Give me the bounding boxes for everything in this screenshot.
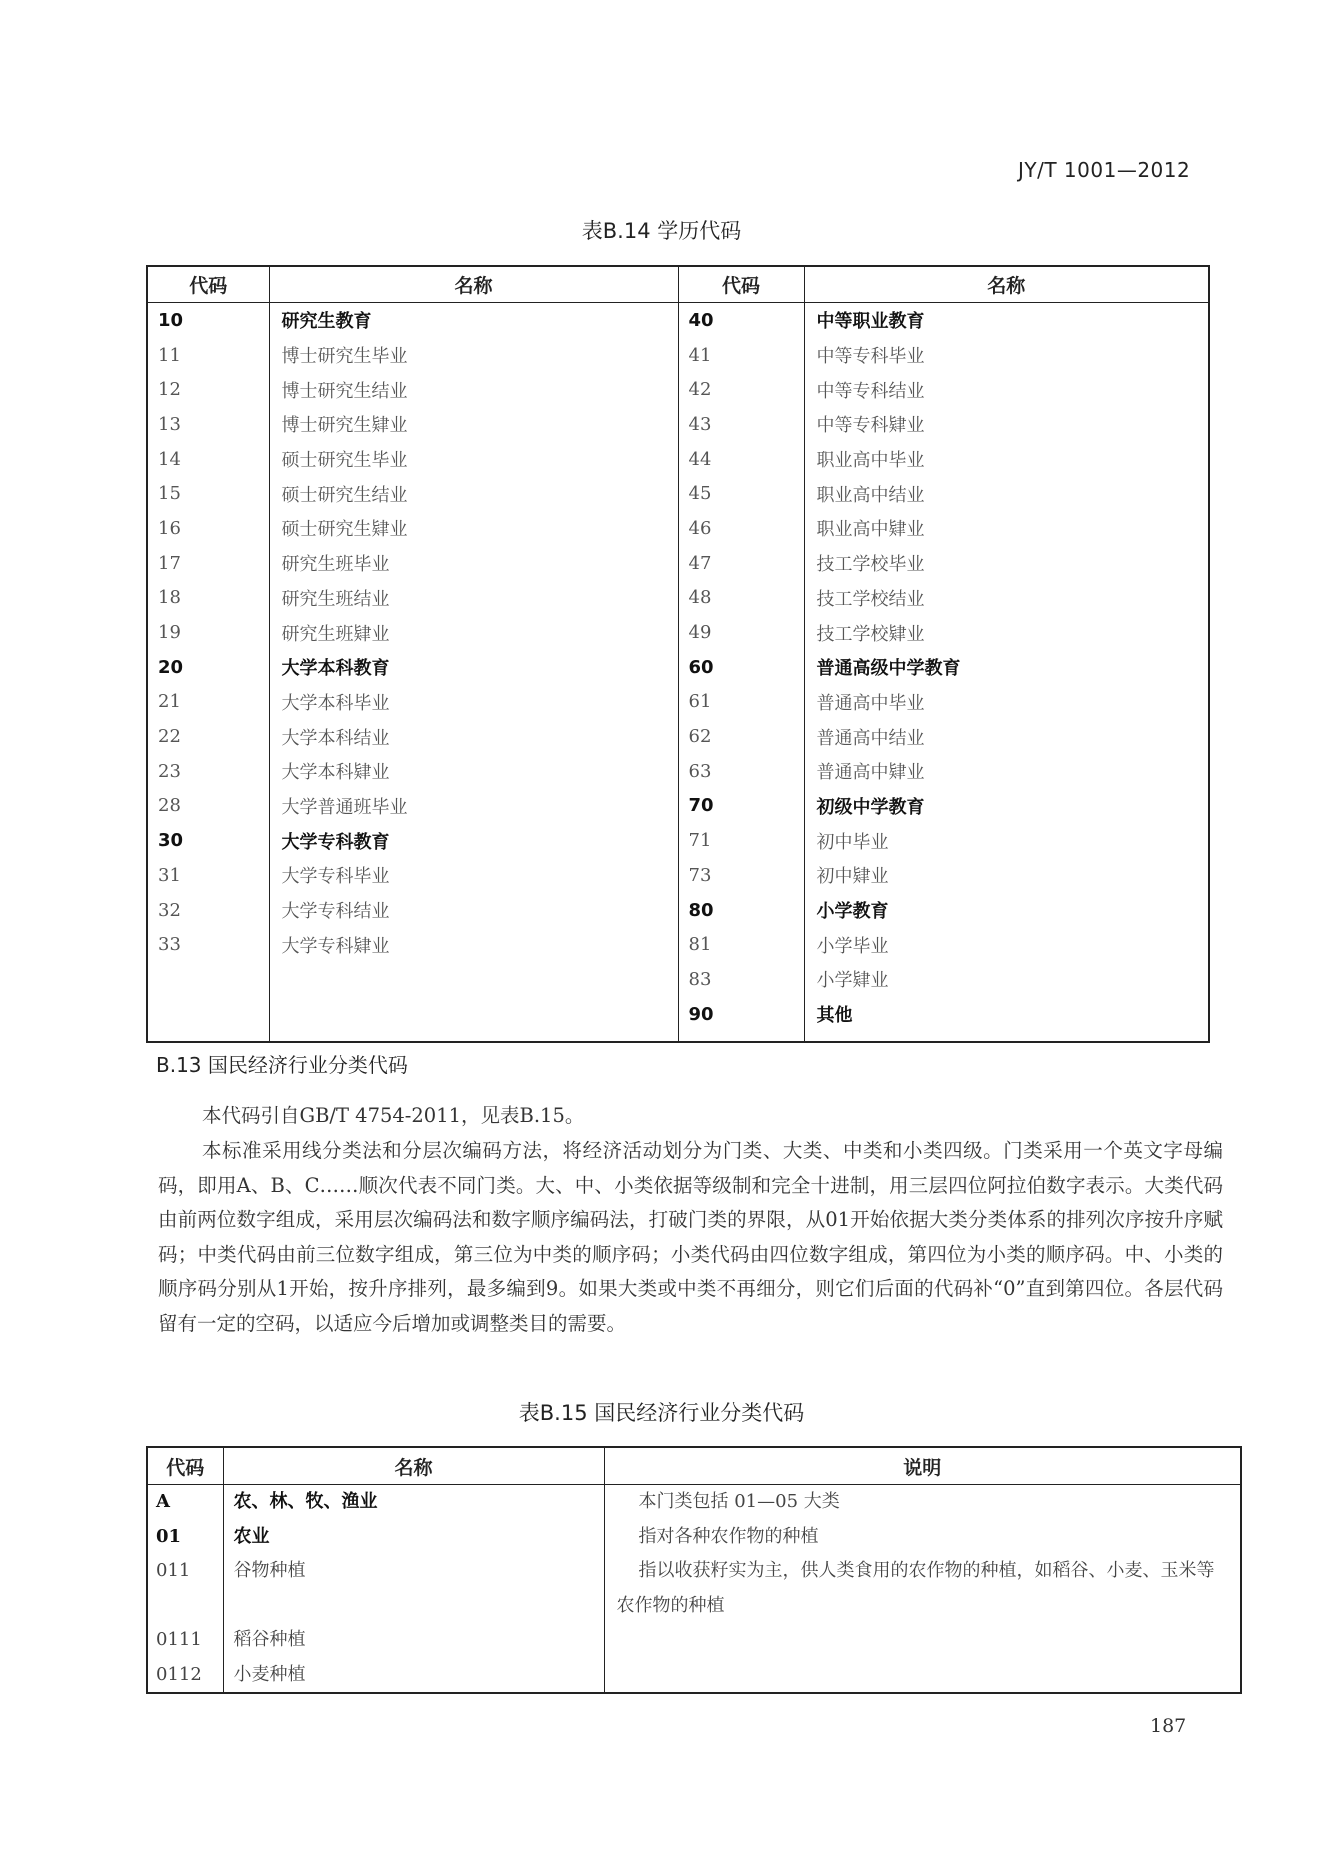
name-cell: 稻谷种植	[223, 1623, 604, 1658]
name-cell: 谷物种植	[223, 1554, 604, 1623]
code-cell-right: 62	[678, 719, 804, 754]
code-cell-right: 46	[678, 511, 804, 546]
code-cell-left: 18	[147, 581, 269, 616]
description-cell	[604, 1554, 1241, 1623]
name-cell-left: 硕士研究生结业	[269, 476, 678, 511]
code-cell-right: 49	[678, 615, 804, 650]
code-cell-left: 21	[147, 685, 269, 720]
description-cell	[604, 1623, 1241, 1658]
empty-cell	[147, 1031, 269, 1042]
column-header-name: 名称	[223, 1447, 604, 1485]
name-cell-left: 研究生班结业	[269, 581, 678, 616]
name-cell-left: 博士研究生肄业	[269, 407, 678, 442]
code-cell-left: 31	[147, 858, 269, 893]
table-row	[147, 407, 1209, 442]
code-cell-right: 70	[678, 789, 804, 824]
code-cell-right: 48	[678, 581, 804, 616]
code-cell-left: 17	[147, 546, 269, 581]
name-cell-right: 初级中学教育	[804, 789, 1209, 824]
description-text: 本门类包括 01—05 大类	[638, 1491, 840, 1512]
column-header-description: 说明	[604, 1447, 1241, 1485]
name-cell-left: 大学专科毕业	[269, 858, 678, 893]
name-cell-left: 博士研究生毕业	[269, 338, 678, 373]
code-cell-right: 42	[678, 372, 804, 407]
column-header-code-left: 代码	[147, 266, 269, 303]
code-cell: 0112	[147, 1658, 223, 1694]
name-cell-right: 初中肄业	[804, 858, 1209, 893]
page-number: 187	[1150, 1715, 1187, 1737]
column-header-name-right: 名称	[804, 266, 1209, 303]
code-cell-left: 12	[147, 372, 269, 407]
table-row	[147, 546, 1209, 581]
code-cell-right: 60	[678, 650, 804, 685]
name-cell-left: 研究生班毕业	[269, 546, 678, 581]
name-cell-left: 大学本科毕业	[269, 685, 678, 720]
code-cell-left: 20	[147, 650, 269, 685]
table-row	[147, 338, 1209, 373]
table-b14-body	[147, 303, 1209, 1043]
name-cell-left: 硕士研究生毕业	[269, 442, 678, 477]
section-heading-b13: B.13 国民经济行业分类代码	[156, 1053, 408, 1077]
name-cell-left: 硕士研究生肄业	[269, 511, 678, 546]
table-row	[147, 789, 1209, 824]
table-row	[147, 685, 1209, 720]
name-cell-right: 其他	[804, 997, 1209, 1032]
name-cell-left: 研究生班肄业	[269, 615, 678, 650]
name-cell-right: 普通高中毕业	[804, 685, 1209, 720]
table-row	[147, 650, 1209, 685]
code-cell: A	[147, 1485, 223, 1520]
code-cell-left: 30	[147, 823, 269, 858]
code-cell-left	[147, 997, 269, 1032]
code-cell: 011	[147, 1554, 223, 1623]
table-row	[147, 1623, 1241, 1658]
table-row	[147, 1554, 1241, 1623]
table-row	[147, 754, 1209, 789]
table-row	[147, 1520, 1241, 1555]
description-cell	[604, 1485, 1241, 1520]
table-row	[147, 511, 1209, 546]
column-header-name-left: 名称	[269, 266, 678, 303]
name-cell: 农业	[223, 1520, 604, 1555]
document-standard-id: JY/T 1001—2012	[1018, 158, 1191, 182]
name-cell-left: 大学本科教育	[269, 650, 678, 685]
description-cell	[604, 1520, 1241, 1555]
name-cell: 小麦种植	[223, 1658, 604, 1694]
name-cell-left: 大学专科教育	[269, 823, 678, 858]
name-cell-left: 大学本科肄业	[269, 754, 678, 789]
name-cell-left: 大学专科肄业	[269, 927, 678, 962]
code-cell-left: 22	[147, 719, 269, 754]
table-header-row	[147, 266, 1209, 303]
name-cell-right: 中等职业教育	[804, 303, 1209, 338]
table-row	[147, 1658, 1241, 1694]
name-cell-left	[269, 997, 678, 1032]
name-cell-right: 普通高中结业	[804, 719, 1209, 754]
table-row	[147, 927, 1209, 962]
name-cell-left: 大学本科结业	[269, 719, 678, 754]
empty-cell	[804, 1031, 1209, 1042]
name-cell-left: 研究生教育	[269, 303, 678, 338]
column-header-code: 代码	[147, 1447, 223, 1485]
code-cell-right: 80	[678, 893, 804, 928]
table-row	[147, 962, 1209, 997]
code-cell: 0111	[147, 1623, 223, 1658]
code-cell-left: 14	[147, 442, 269, 477]
table-row	[147, 442, 1209, 477]
name-cell-left: 大学专科结业	[269, 893, 678, 928]
table-row	[147, 719, 1209, 754]
table-b15-title: 表B.15 国民经济行业分类代码	[518, 1401, 805, 1425]
name-cell-right: 普通高级中学教育	[804, 650, 1209, 685]
code-cell-left: 32	[147, 893, 269, 928]
name-cell-right: 技工学校毕业	[804, 546, 1209, 581]
empty-cell	[678, 1031, 804, 1042]
table-row	[147, 581, 1209, 616]
name-cell-right: 小学毕业	[804, 927, 1209, 962]
code-cell-right: 63	[678, 754, 804, 789]
description-text: 指对各种农作物的种植	[638, 1525, 819, 1547]
table-row	[147, 893, 1209, 928]
table-b14-title: 表B.14 学历代码	[581, 219, 742, 243]
name-cell-right: 中等专科结业	[804, 372, 1209, 407]
code-cell-right: 41	[678, 338, 804, 373]
table-row	[147, 858, 1209, 893]
code-cell-right: 43	[678, 407, 804, 442]
table-row	[147, 476, 1209, 511]
code-cell-left: 23	[147, 754, 269, 789]
column-header-code-right: 代码	[678, 266, 804, 303]
description-cell	[604, 1658, 1241, 1694]
name-cell-right: 技工学校结业	[804, 581, 1209, 616]
code-cell-right: 45	[678, 476, 804, 511]
table-row	[147, 1485, 1241, 1520]
code-cell-left: 19	[147, 615, 269, 650]
name-cell-right: 技工学校肄业	[804, 615, 1209, 650]
code-cell-left: 28	[147, 789, 269, 824]
name-cell-right: 小学肄业	[804, 962, 1209, 997]
table-row	[147, 372, 1209, 407]
code-cell-right: 90	[678, 997, 804, 1032]
name-cell: 农、林、牧、渔业	[223, 1485, 604, 1520]
code-cell-left: 33	[147, 927, 269, 962]
table-row	[147, 997, 1209, 1032]
name-cell-right: 职业高中毕业	[804, 442, 1209, 477]
code-cell-left: 15	[147, 476, 269, 511]
code-cell: 01	[147, 1520, 223, 1555]
code-cell-left	[147, 962, 269, 997]
name-cell-left	[269, 962, 678, 997]
description-text: 指以收获籽实为主，供人类食用的农作物的种植，如稻谷、小麦、玉米等农作物的种植	[616, 1560, 1215, 1616]
code-cell-right: 40	[678, 303, 804, 338]
name-cell-right: 初中毕业	[804, 823, 1209, 858]
name-cell-right: 职业高中肄业	[804, 511, 1209, 546]
paragraph-reference: 本代码引自GB/T 4754-2011，见表B.15。	[202, 1104, 585, 1127]
table-b15-industry-codes	[146, 1446, 1242, 1694]
code-cell-right: 73	[678, 858, 804, 893]
code-cell-left: 11	[147, 338, 269, 373]
table-row	[147, 823, 1209, 858]
code-cell-left: 16	[147, 511, 269, 546]
paragraph-classification-method: 本标准采用线分类法和分层次编码方法，将经济活动划分为门类、大类、中类和小类四级。门类采用一个英文字母编码，即用A、B、C……顺次代表不同门类。大、中、小类依据等级制和完全十进制，用三层四位阿拉伯数字表示。大类代码由前两位数字组成，采用层次编码法和数字顺序编码法，打破门类的界限，从01开始依据大类分类体系的排列次序按升序赋码；中类代码由前三位数字组成，第三位为中类的顺序码；小类代码由四位数字组成，第四位为小类的顺序码。中、小类的顺序码分别从1开始，按升序排列，最多编到9。如果大类或中类不再细分，则它们后面的代码补“0”直到第四位。各层代码留有一定的空码，以适应今后增加或调整类目的需要。	[158, 1139, 1223, 1335]
table-bottom-padding	[147, 1031, 1209, 1042]
table-row	[147, 615, 1209, 650]
name-cell-right: 普通高中肄业	[804, 754, 1209, 789]
name-cell-right: 中等专科毕业	[804, 338, 1209, 373]
code-cell-right: 44	[678, 442, 804, 477]
table-b15-body	[147, 1485, 1241, 1694]
name-cell-left: 博士研究生结业	[269, 372, 678, 407]
empty-cell	[269, 1031, 678, 1042]
code-cell-right: 81	[678, 927, 804, 962]
code-cell-right: 61	[678, 685, 804, 720]
name-cell-right: 中等专科肄业	[804, 407, 1209, 442]
code-cell-right: 83	[678, 962, 804, 997]
code-cell-left: 13	[147, 407, 269, 442]
table-header-row	[147, 1447, 1241, 1485]
code-cell-right: 47	[678, 546, 804, 581]
code-cell-left: 10	[147, 303, 269, 338]
name-cell-right: 小学教育	[804, 893, 1209, 928]
table-b14-education-codes	[146, 265, 1210, 1043]
name-cell-right: 职业高中结业	[804, 476, 1209, 511]
table-row	[147, 303, 1209, 338]
code-cell-right: 71	[678, 823, 804, 858]
name-cell-left: 大学普通班毕业	[269, 789, 678, 824]
